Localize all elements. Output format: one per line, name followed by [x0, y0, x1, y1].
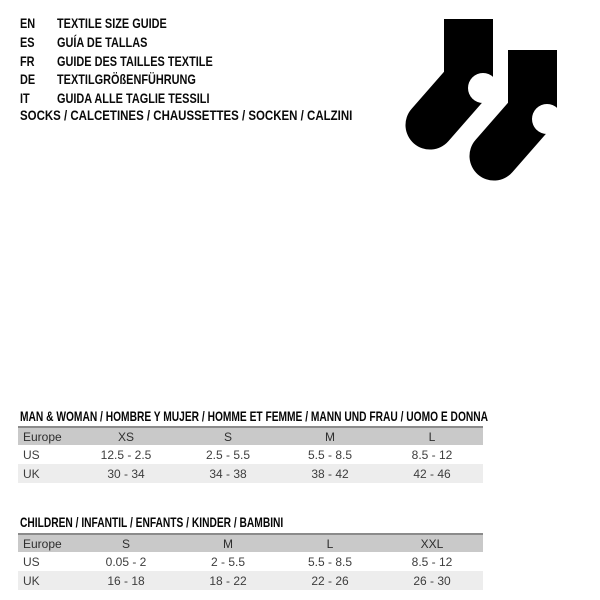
size-value: 16 - 18 — [107, 573, 145, 588]
language-code: IT — [20, 90, 30, 107]
language-row-fr — [20, 51, 257, 70]
table-row-us — [18, 445, 483, 464]
size-value: 2.5 - 5.5 — [205, 447, 251, 462]
row-label: UK — [23, 466, 40, 481]
table-title-man-woman: MAN & WOMAN / HOMBRE Y MUJER / HOMME ET FEMME / MANN UND FRAU / UOMO E DONNA — [20, 407, 489, 424]
size-value: 30 - 34 — [107, 466, 145, 481]
sock-left — [430, 19, 498, 125]
category-title: SOCKS / CALCETINES / CHAUSSETTES / SOCKEN / CALZINI — [20, 107, 353, 123]
size-value: 18 - 22 — [209, 573, 247, 588]
size-value: 8.5 - 12 — [411, 447, 453, 462]
language-code: FR — [20, 52, 35, 69]
column-header-size: L — [326, 536, 334, 551]
language-row-es — [20, 33, 257, 52]
table-row-uk — [18, 464, 483, 483]
size-value: 26 - 30 — [413, 573, 451, 588]
language-row-de — [20, 70, 257, 89]
row-label: US — [23, 447, 40, 462]
language-code: DE — [20, 71, 36, 88]
size-value: 5.5 - 8.5 — [307, 447, 353, 462]
size-value: 2 - 5.5 — [210, 554, 246, 569]
size-value: 8.5 - 12 — [411, 554, 453, 569]
column-header-size: M — [223, 536, 233, 551]
table-header-row — [18, 533, 483, 552]
language-row-it — [20, 89, 257, 108]
language-label: TEXTILGRÖßENFÜHRUNG — [57, 71, 196, 88]
sock-right — [494, 50, 562, 156]
table-header-row — [18, 426, 483, 445]
size-value: 22 - 26 — [311, 573, 349, 588]
size-table-man-woman — [18, 426, 483, 483]
language-label: GUÍA DE TALLAS — [57, 34, 148, 51]
table-row-uk — [18, 571, 483, 590]
socks-icon — [402, 19, 582, 184]
language-label: GUIDE DES TAILLES TEXTILE — [57, 52, 213, 69]
size-value: 5.5 - 8.5 — [307, 554, 353, 569]
size-value: 38 - 42 — [311, 466, 349, 481]
size-value: 12.5 - 2.5 — [100, 447, 152, 462]
column-header-europe: Europe — [23, 429, 62, 444]
language-code: ES — [20, 34, 35, 51]
row-label: UK — [23, 573, 40, 588]
table-row-us — [18, 552, 483, 571]
language-row-en — [20, 14, 257, 33]
size-value: 0.05 - 2 — [105, 554, 147, 569]
column-header-size: S — [223, 429, 232, 444]
size-value: 42 - 46 — [413, 466, 451, 481]
column-header-europe: Europe — [23, 536, 62, 551]
language-label: GUIDA ALLE TAGLIE TESSILI — [57, 90, 210, 107]
column-header-size: XS — [117, 429, 134, 444]
column-header-size: XXL — [420, 536, 444, 551]
column-header-size: L — [428, 429, 436, 444]
language-label: TEXTILE SIZE GUIDE — [57, 15, 167, 32]
table-title-children: CHILDREN / INFANTIL / ENFANTS / KINDER / BAMBINI — [20, 513, 284, 530]
language-code: EN — [20, 15, 36, 32]
row-label: US — [23, 554, 40, 569]
language-list — [20, 14, 257, 107]
size-table-children — [18, 533, 483, 590]
size-value: 34 - 38 — [209, 466, 247, 481]
column-header-size: M — [325, 429, 335, 444]
column-header-size: S — [121, 536, 130, 551]
